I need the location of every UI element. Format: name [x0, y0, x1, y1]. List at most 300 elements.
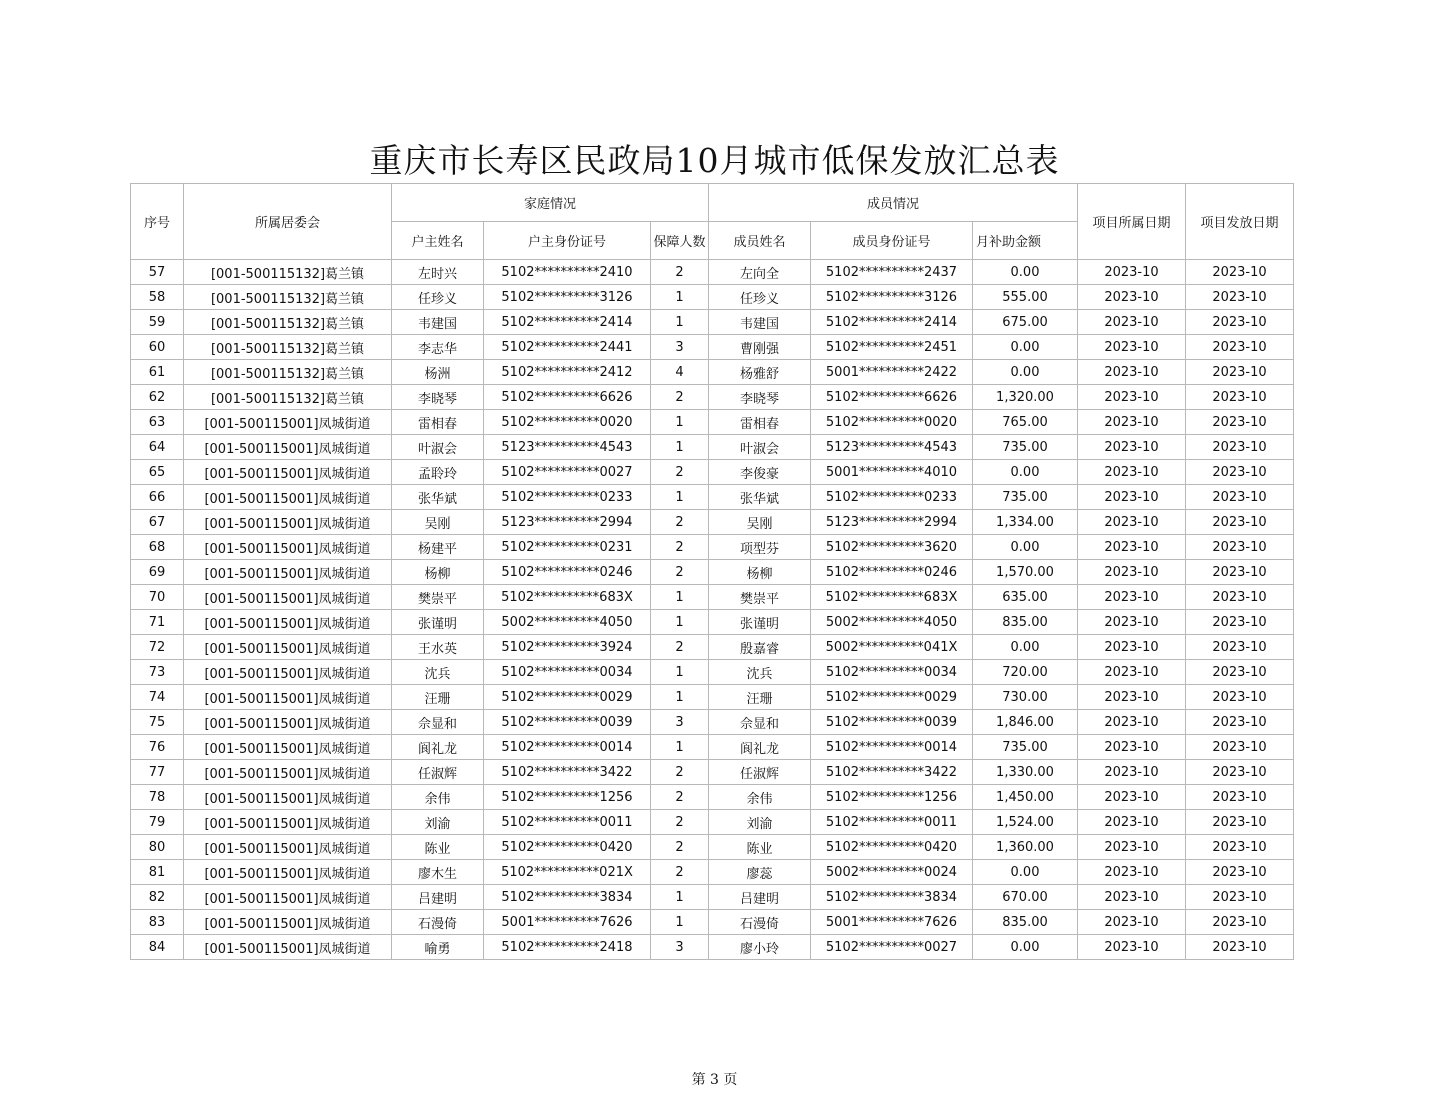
member-name-cell: 汪珊 [709, 685, 811, 710]
header-member-id: 成员身份证号 [811, 222, 973, 260]
seq-cell: 68 [131, 535, 184, 560]
head-id-cell: 5102**********1256 [484, 785, 651, 810]
amount-cell: 0.00 [973, 535, 1078, 560]
count-cell: 1 [651, 310, 709, 335]
member-name-cell: 余伟 [709, 785, 811, 810]
project-date-cell: 2023-10 [1078, 910, 1186, 935]
count-cell: 1 [651, 685, 709, 710]
table-row [131, 710, 1294, 735]
seq-cell: 59 [131, 310, 184, 335]
head-name-cell: 杨建平 [392, 535, 484, 560]
issue-date-cell: 2023-10 [1186, 385, 1294, 410]
header-seq: 序号 [131, 184, 184, 260]
head-name-cell: 任淑辉 [392, 760, 484, 785]
table-row [131, 835, 1294, 860]
table-row [131, 585, 1294, 610]
member-name-cell: 佘显和 [709, 710, 811, 735]
amount-cell: 1,360.00 [973, 835, 1078, 860]
community-cell: [001-500115001]凤城街道 [184, 685, 392, 710]
seq-cell: 63 [131, 410, 184, 435]
issue-date-cell: 2023-10 [1186, 935, 1294, 960]
table-row [131, 935, 1294, 960]
table-row [131, 435, 1294, 460]
count-cell: 2 [651, 810, 709, 835]
project-date-cell: 2023-10 [1078, 410, 1186, 435]
table-row [131, 885, 1294, 910]
head-id-cell: 5102**********3126 [484, 285, 651, 310]
project-date-cell: 2023-10 [1078, 385, 1186, 410]
table-row [131, 635, 1294, 660]
head-name-cell: 王水英 [392, 635, 484, 660]
head-name-cell: 左时兴 [392, 260, 484, 285]
seq-cell: 61 [131, 360, 184, 385]
community-cell: [001-500115001]凤城街道 [184, 735, 392, 760]
amount-cell: 0.00 [973, 360, 1078, 385]
seq-cell: 80 [131, 835, 184, 860]
seq-cell: 74 [131, 685, 184, 710]
member-name-cell: 樊崇平 [709, 585, 811, 610]
count-cell: 1 [651, 885, 709, 910]
count-cell: 2 [651, 835, 709, 860]
member-name-cell: 左向全 [709, 260, 811, 285]
project-date-cell: 2023-10 [1078, 260, 1186, 285]
count-cell: 1 [651, 585, 709, 610]
head-id-cell: 5102**********021X [484, 860, 651, 885]
table-row [131, 485, 1294, 510]
member-name-cell: 殷嘉睿 [709, 635, 811, 660]
head-id-cell: 5102**********2414 [484, 310, 651, 335]
project-date-cell: 2023-10 [1078, 435, 1186, 460]
amount-cell: 675.00 [973, 310, 1078, 335]
community-cell: [001-500115001]凤城街道 [184, 810, 392, 835]
count-cell: 3 [651, 335, 709, 360]
count-cell: 2 [651, 260, 709, 285]
project-date-cell: 2023-10 [1078, 360, 1186, 385]
member-name-cell: 雷相春 [709, 410, 811, 435]
community-cell: [001-500115001]凤城街道 [184, 910, 392, 935]
amount-cell: 765.00 [973, 410, 1078, 435]
head-id-cell: 5102**********2418 [484, 935, 651, 960]
seq-cell: 72 [131, 635, 184, 660]
community-cell: [001-500115001]凤城街道 [184, 460, 392, 485]
member-id-cell: 5002**********041X [811, 635, 973, 660]
head-name-cell: 任珍义 [392, 285, 484, 310]
count-cell: 1 [651, 610, 709, 635]
table-row [131, 810, 1294, 835]
project-date-cell: 2023-10 [1078, 485, 1186, 510]
head-id-cell: 5102**********0231 [484, 535, 651, 560]
community-cell: [001-500115001]凤城街道 [184, 610, 392, 635]
table-row [131, 560, 1294, 585]
header-family-group: 家庭情况 [392, 184, 709, 222]
member-id-cell: 5102**********0246 [811, 560, 973, 585]
head-name-cell: 杨洲 [392, 360, 484, 385]
issue-date-cell: 2023-10 [1186, 485, 1294, 510]
table-row [131, 360, 1294, 385]
project-date-cell: 2023-10 [1078, 710, 1186, 735]
issue-date-cell: 2023-10 [1186, 510, 1294, 535]
table-row [131, 660, 1294, 685]
count-cell: 1 [651, 410, 709, 435]
table-row [131, 460, 1294, 485]
seq-cell: 75 [131, 710, 184, 735]
head-id-cell: 5102**********0034 [484, 660, 651, 685]
member-name-cell: 吕建明 [709, 885, 811, 910]
seq-cell: 83 [131, 910, 184, 935]
head-id-cell: 5102**********3834 [484, 885, 651, 910]
issue-date-cell: 2023-10 [1186, 910, 1294, 935]
member-id-cell: 5102**********0020 [811, 410, 973, 435]
member-id-cell: 5102**********0420 [811, 835, 973, 860]
head-id-cell: 5123**********2994 [484, 510, 651, 535]
member-id-cell: 5102**********0027 [811, 935, 973, 960]
member-id-cell: 5102**********3422 [811, 760, 973, 785]
head-name-cell: 陈业 [392, 835, 484, 860]
community-cell: [001-500115001]凤城街道 [184, 710, 392, 735]
member-name-cell: 廖蕊 [709, 860, 811, 885]
member-id-cell: 5102**********3834 [811, 885, 973, 910]
issue-date-cell: 2023-10 [1186, 710, 1294, 735]
project-date-cell: 2023-10 [1078, 860, 1186, 885]
header-member-group: 成员情况 [709, 184, 1078, 222]
seq-cell: 66 [131, 485, 184, 510]
community-cell: [001-500115001]凤城街道 [184, 560, 392, 585]
member-name-cell: 项型芬 [709, 535, 811, 560]
page-title: 重庆市长寿区民政局10月城市低保发放汇总表 [369, 141, 1060, 180]
count-cell: 2 [651, 860, 709, 885]
member-name-cell: 吴刚 [709, 510, 811, 535]
count-cell: 1 [651, 485, 709, 510]
issue-date-cell: 2023-10 [1186, 460, 1294, 485]
head-name-cell: 李晓琴 [392, 385, 484, 410]
member-id-cell: 5102**********0011 [811, 810, 973, 835]
table-row [131, 385, 1294, 410]
issue-date-cell: 2023-10 [1186, 635, 1294, 660]
header-count: 保障人数 [651, 222, 709, 260]
head-id-cell: 5102**********0233 [484, 485, 651, 510]
member-name-cell: 韦建国 [709, 310, 811, 335]
seq-cell: 78 [131, 785, 184, 810]
issue-date-cell: 2023-10 [1186, 760, 1294, 785]
issue-date-cell: 2023-10 [1186, 260, 1294, 285]
seq-cell: 71 [131, 610, 184, 635]
issue-date-cell: 2023-10 [1186, 610, 1294, 635]
member-id-cell: 5102**********0039 [811, 710, 973, 735]
table-row [131, 285, 1294, 310]
member-name-cell: 陈业 [709, 835, 811, 860]
amount-cell: 735.00 [973, 435, 1078, 460]
seq-cell: 73 [131, 660, 184, 685]
community-cell: [001-500115132]葛兰镇 [184, 260, 392, 285]
member-name-cell: 石漫倚 [709, 910, 811, 935]
member-id-cell: 5102**********0014 [811, 735, 973, 760]
member-id-cell: 5102**********2437 [811, 260, 973, 285]
member-id-cell: 5102**********1256 [811, 785, 973, 810]
table-row [131, 410, 1294, 435]
seq-cell: 81 [131, 860, 184, 885]
amount-cell: 555.00 [973, 285, 1078, 310]
member-name-cell: 刘渝 [709, 810, 811, 835]
count-cell: 2 [651, 385, 709, 410]
head-name-cell: 喻勇 [392, 935, 484, 960]
project-date-cell: 2023-10 [1078, 560, 1186, 585]
head-id-cell: 5102**********0014 [484, 735, 651, 760]
table-row [131, 610, 1294, 635]
project-date-cell: 2023-10 [1078, 335, 1186, 360]
count-cell: 2 [651, 510, 709, 535]
seq-cell: 65 [131, 460, 184, 485]
count-cell: 3 [651, 710, 709, 735]
community-cell: [001-500115001]凤城街道 [184, 935, 392, 960]
issue-date-cell: 2023-10 [1186, 585, 1294, 610]
amount-cell: 1,450.00 [973, 785, 1078, 810]
head-name-cell: 阆礼龙 [392, 735, 484, 760]
table-row [131, 760, 1294, 785]
table-row [131, 735, 1294, 760]
count-cell: 2 [651, 460, 709, 485]
head-name-cell: 叶淑会 [392, 435, 484, 460]
amount-cell: 735.00 [973, 735, 1078, 760]
head-id-cell: 5102**********3924 [484, 635, 651, 660]
project-date-cell: 2023-10 [1078, 885, 1186, 910]
header-head-name: 户主姓名 [392, 222, 484, 260]
project-date-cell: 2023-10 [1078, 760, 1186, 785]
head-id-cell: 5102**********0027 [484, 460, 651, 485]
community-cell: [001-500115132]葛兰镇 [184, 335, 392, 360]
member-name-cell: 杨柳 [709, 560, 811, 585]
seq-cell: 58 [131, 285, 184, 310]
issue-date-cell: 2023-10 [1186, 435, 1294, 460]
amount-cell: 1,570.00 [973, 560, 1078, 585]
count-cell: 2 [651, 535, 709, 560]
member-name-cell: 沈兵 [709, 660, 811, 685]
head-id-cell: 5102**********0029 [484, 685, 651, 710]
head-id-cell: 5102**********0246 [484, 560, 651, 585]
head-id-cell: 5102**********3422 [484, 760, 651, 785]
head-name-cell: 刘渝 [392, 810, 484, 835]
project-date-cell: 2023-10 [1078, 285, 1186, 310]
member-name-cell: 叶淑会 [709, 435, 811, 460]
amount-cell: 735.00 [973, 485, 1078, 510]
project-date-cell: 2023-10 [1078, 510, 1186, 535]
table-row [131, 860, 1294, 885]
member-id-cell: 5002**********4050 [811, 610, 973, 635]
amount-cell: 835.00 [973, 610, 1078, 635]
head-name-cell: 张华斌 [392, 485, 484, 510]
member-id-cell: 5001**********7626 [811, 910, 973, 935]
count-cell: 1 [651, 285, 709, 310]
member-id-cell: 5001**********2422 [811, 360, 973, 385]
amount-cell: 1,330.00 [973, 760, 1078, 785]
head-id-cell: 5102**********0011 [484, 810, 651, 835]
count-cell: 1 [651, 735, 709, 760]
table-body [131, 260, 1294, 960]
amount-cell: 730.00 [973, 685, 1078, 710]
head-name-cell: 李志华 [392, 335, 484, 360]
seq-cell: 62 [131, 385, 184, 410]
head-name-cell: 石漫倚 [392, 910, 484, 935]
head-id-cell: 5123**********4543 [484, 435, 651, 460]
member-name-cell: 张谨明 [709, 610, 811, 635]
amount-cell: 1,320.00 [973, 385, 1078, 410]
head-name-cell: 张谨明 [392, 610, 484, 635]
count-cell: 4 [651, 360, 709, 385]
table-row [131, 785, 1294, 810]
member-name-cell: 任珍义 [709, 285, 811, 310]
count-cell: 2 [651, 785, 709, 810]
community-cell: [001-500115001]凤城街道 [184, 635, 392, 660]
amount-cell: 0.00 [973, 635, 1078, 660]
head-name-cell: 佘显和 [392, 710, 484, 735]
issue-date-cell: 2023-10 [1186, 810, 1294, 835]
member-name-cell: 张华斌 [709, 485, 811, 510]
community-cell: [001-500115001]凤城街道 [184, 860, 392, 885]
member-id-cell: 5102**********0029 [811, 685, 973, 710]
seq-cell: 64 [131, 435, 184, 460]
issue-date-cell: 2023-10 [1186, 360, 1294, 385]
member-id-cell: 5102**********0233 [811, 485, 973, 510]
header-head-id: 户主身份证号 [484, 222, 651, 260]
head-name-cell: 雷相春 [392, 410, 484, 435]
community-cell: [001-500115001]凤城街道 [184, 435, 392, 460]
issue-date-cell: 2023-10 [1186, 310, 1294, 335]
header-project-date: 项目所属日期 [1078, 184, 1186, 260]
project-date-cell: 2023-10 [1078, 810, 1186, 835]
head-name-cell: 孟聆玲 [392, 460, 484, 485]
community-cell: [001-500115132]葛兰镇 [184, 285, 392, 310]
header-community: 所属居委会 [184, 184, 392, 260]
head-id-cell: 5102**********0420 [484, 835, 651, 860]
head-name-cell: 杨柳 [392, 560, 484, 585]
community-cell: [001-500115001]凤城街道 [184, 535, 392, 560]
amount-cell: 1,846.00 [973, 710, 1078, 735]
head-name-cell: 余伟 [392, 785, 484, 810]
head-id-cell: 5102**********2441 [484, 335, 651, 360]
community-cell: [001-500115132]葛兰镇 [184, 310, 392, 335]
amount-cell: 670.00 [973, 885, 1078, 910]
issue-date-cell: 2023-10 [1186, 735, 1294, 760]
project-date-cell: 2023-10 [1078, 535, 1186, 560]
summary-table [130, 183, 1294, 960]
head-id-cell: 5102**********683X [484, 585, 651, 610]
page-number: 第 3 页 [691, 1072, 738, 1088]
count-cell: 2 [651, 760, 709, 785]
project-date-cell: 2023-10 [1078, 785, 1186, 810]
head-id-cell: 5102**********0020 [484, 410, 651, 435]
issue-date-cell: 2023-10 [1186, 335, 1294, 360]
member-name-cell: 廖小玲 [709, 935, 811, 960]
issue-date-cell: 2023-10 [1186, 410, 1294, 435]
member-name-cell: 阆礼龙 [709, 735, 811, 760]
community-cell: [001-500115132]葛兰镇 [184, 360, 392, 385]
member-id-cell: 5102**********3620 [811, 535, 973, 560]
table-row [131, 510, 1294, 535]
seq-cell: 60 [131, 335, 184, 360]
issue-date-cell: 2023-10 [1186, 560, 1294, 585]
head-id-cell: 5102**********6626 [484, 385, 651, 410]
table-row [131, 685, 1294, 710]
header-issue-date: 项目发放日期 [1186, 184, 1294, 260]
seq-cell: 70 [131, 585, 184, 610]
issue-date-cell: 2023-10 [1186, 785, 1294, 810]
member-name-cell: 曹刚强 [709, 335, 811, 360]
amount-cell: 720.00 [973, 660, 1078, 685]
project-date-cell: 2023-10 [1078, 635, 1186, 660]
member-id-cell: 5102**********683X [811, 585, 973, 610]
seq-cell: 57 [131, 260, 184, 285]
member-id-cell: 5102**********0034 [811, 660, 973, 685]
member-name-cell: 李晓琴 [709, 385, 811, 410]
head-name-cell: 沈兵 [392, 660, 484, 685]
project-date-cell: 2023-10 [1078, 935, 1186, 960]
count-cell: 1 [651, 435, 709, 460]
member-id-cell: 5102**********2451 [811, 335, 973, 360]
community-cell: [001-500115001]凤城街道 [184, 510, 392, 535]
seq-cell: 77 [131, 760, 184, 785]
community-cell: [001-500115001]凤城街道 [184, 585, 392, 610]
community-cell: [001-500115001]凤城街道 [184, 885, 392, 910]
amount-cell: 0.00 [973, 860, 1078, 885]
table-row [131, 910, 1294, 935]
project-date-cell: 2023-10 [1078, 585, 1186, 610]
member-id-cell: 5123**********4543 [811, 435, 973, 460]
community-cell: [001-500115001]凤城街道 [184, 785, 392, 810]
issue-date-cell: 2023-10 [1186, 835, 1294, 860]
issue-date-cell: 2023-10 [1186, 535, 1294, 560]
head-id-cell: 5002**********4050 [484, 610, 651, 635]
amount-cell: 1,524.00 [973, 810, 1078, 835]
issue-date-cell: 2023-10 [1186, 685, 1294, 710]
header-member-name: 成员姓名 [709, 222, 811, 260]
project-date-cell: 2023-10 [1078, 310, 1186, 335]
head-id-cell: 5102**********2410 [484, 260, 651, 285]
amount-cell: 635.00 [973, 585, 1078, 610]
count-cell: 2 [651, 635, 709, 660]
community-cell: [001-500115001]凤城街道 [184, 760, 392, 785]
head-name-cell: 廖木生 [392, 860, 484, 885]
issue-date-cell: 2023-10 [1186, 660, 1294, 685]
seq-cell: 76 [131, 735, 184, 760]
head-id-cell: 5102**********2412 [484, 360, 651, 385]
issue-date-cell: 2023-10 [1186, 860, 1294, 885]
seq-cell: 82 [131, 885, 184, 910]
project-date-cell: 2023-10 [1078, 660, 1186, 685]
member-id-cell: 5102**********2414 [811, 310, 973, 335]
head-id-cell: 5102**********0039 [484, 710, 651, 735]
seq-cell: 67 [131, 510, 184, 535]
member-id-cell: 5123**********2994 [811, 510, 973, 535]
header-amount: 月补助金额 [973, 222, 1078, 260]
count-cell: 1 [651, 910, 709, 935]
count-cell: 2 [651, 560, 709, 585]
head-name-cell: 吴刚 [392, 510, 484, 535]
amount-cell: 835.00 [973, 910, 1078, 935]
count-cell: 1 [651, 660, 709, 685]
table-row [131, 335, 1294, 360]
issue-date-cell: 2023-10 [1186, 285, 1294, 310]
project-date-cell: 2023-10 [1078, 735, 1186, 760]
head-id-cell: 5001**********7626 [484, 910, 651, 935]
amount-cell: 0.00 [973, 460, 1078, 485]
member-id-cell: 5102**********3126 [811, 285, 973, 310]
amount-cell: 0.00 [973, 335, 1078, 360]
community-cell: [001-500115001]凤城街道 [184, 410, 392, 435]
member-id-cell: 5002**********0024 [811, 860, 973, 885]
community-cell: [001-500115001]凤城街道 [184, 660, 392, 685]
amount-cell: 0.00 [973, 935, 1078, 960]
count-cell: 3 [651, 935, 709, 960]
community-cell: [001-500115001]凤城街道 [184, 485, 392, 510]
